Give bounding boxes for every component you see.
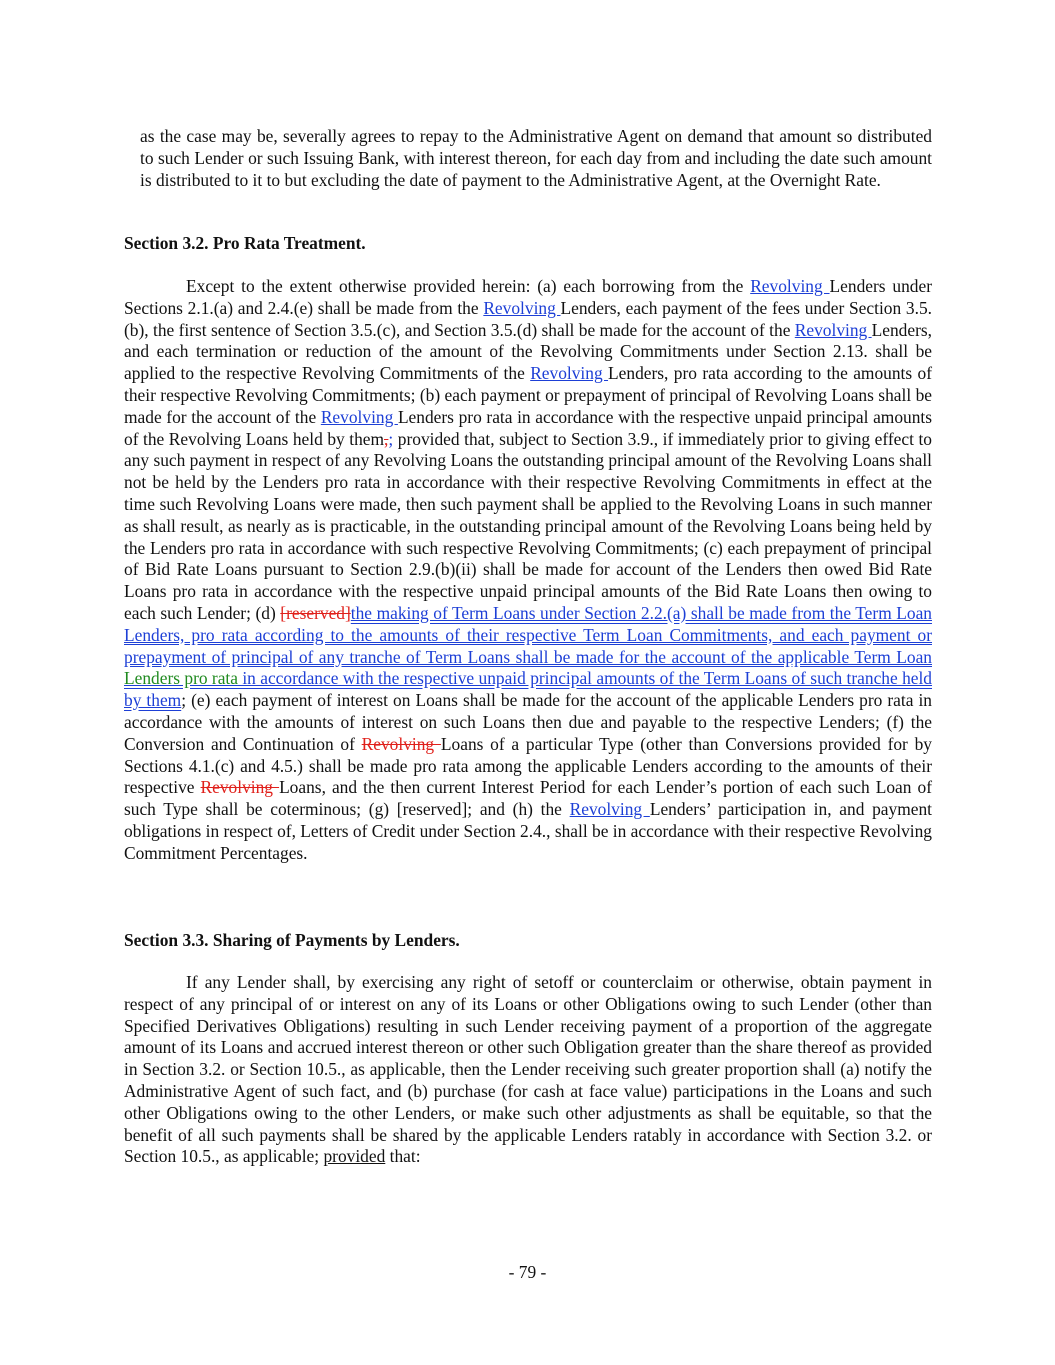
- inserted-text: Revolving: [794, 319, 872, 340]
- text-run: Lenders under Sections 2.1.(a) and 2.4.(e) shall be made from the: [124, 276, 932, 318]
- section-3-2-paragraph: [124, 276, 932, 865]
- deleted-text: Revolving: [361, 733, 441, 754]
- text-run: Except to the extent otherwise provided herein: (a) each borrowing from the: [186, 276, 751, 296]
- text-run: provided that, subject to Section 3.9., if immediately prior to giving effect to any such payment in respect of any Revolving Loans the outstanding principal amount of the Revolving Loans shall not be held by the Lenders pro rata in accordance with their respective Revolving Commitments in effect at the time such Revolving Loans were made, then such payment shall be applied to the Revolving Loans in such manner as shall result, as nearly as is practicable, in the outstanding principal amount of the Revolving Loans being held by the Lenders pro rata in accordance with such respective Revolving Commitments; (c) each prepayment of principal of Bid Rate Loans pursuant to Section 2.9.(b)(ii) shall be made for account of the Lenders then owed Bid Rate Loans pro rata in accordance with the respective unpaid principal amounts of the Bid Rate Loans then owing to each such Lender; (d): [124, 428, 933, 623]
- deleted-text: [reserved]: [280, 602, 351, 623]
- inserted-text: Revolving: [750, 276, 830, 296]
- text-run: Lenders, and each termination or reduction of the amount of the Revolving Commitments under Section 2.13. shall be applied to the respective Revolving Commitments of the: [124, 319, 932, 384]
- deleted-text: ,: [384, 428, 389, 449]
- inserted-text: Revolving: [530, 363, 609, 384]
- inserted-text: in accordance with the respective unpaid principal amounts of the Term Loans of such tranche held by them: [124, 668, 933, 711]
- inserted-text: ;: [388, 428, 394, 449]
- text-run: If any Lender shall, by exercising any right of setoff or counterclaim or otherwise, obtain payment in respect of any principal of or interest on any of its Loans or other Obligations owing to such Lender (other than Specified Derivatives Obligations) resulting in such Lender receiving payment of a proportion of the aggregate amount of its Loans and accrued interest thereon or other such Obligation greater than the share thereof as provided in Section 3.2. or Section 10.5., as applicable, then the Lender receiving such greater proportion shall (a) notify the Administrative Agent of such fact, and (b) purchase (for cash at face value) participations in the Loans and such other Obligations owing to the other Lenders, or make such other adjustments as shall be equitable, so that the benefit of all such payments shall be shared by the applicable Lenders ratably in accordance with Section 3.2. or Section 10.5., as applicable;: [124, 972, 932, 1167]
- inserted-text: Revolving: [569, 799, 650, 820]
- intro-paragraph: as the case may be, severally agrees to repay to the Administrative Agent on demand that amount so distributed to such Lender or such Issuing Bank, with interest thereon, for each day from and including the date such amount is distributed to it to but excluding the date of payment to the Administrative Agent, at the Overnight Rate.: [140, 126, 932, 190]
- text-run: Lenders’ participation in, and payment obligations in respect of, Letters of Credit under Section 2.4., shall be in accordance with their respective Revolving Commitment Percentages.: [124, 799, 932, 863]
- text-run: that:: [385, 1146, 421, 1167]
- section-3-2-heading: Section 3.2. Pro Rata Treatment.: [124, 233, 366, 253]
- section-3-3-heading: Section 3.3. Sharing of Payments by Lenders.: [124, 930, 460, 950]
- text-run: Loans of a particular Type (other than Conversions provided for by Sections 4.1.(c) and 4.5.) shall be made pro rata among the applicable Lenders according to the amounts of their respective: [124, 733, 932, 798]
- inserted-text: Revolving: [320, 406, 398, 427]
- inserted-text: Revolving: [483, 297, 561, 318]
- page-number: - 79 -: [508, 1262, 547, 1282]
- inserted-text: the making of Term Loans under Section 2.2.(a) shall be made from the Term Loan Lenders, pro rata according to the amounts of their respective Term Loan Commitments, and each payment or prepayment of principal of any tranche of Term Loans shall be made for the account of the applicable Term Loan: [124, 602, 932, 667]
- text-run: Lenders, pro rata according to the amounts of their respective Revolving Commitments; (b) each payment or prepayment of principal of Revolving Loans shall be made for the account of the: [124, 363, 932, 427]
- underlined-term: provided: [323, 1146, 386, 1167]
- moved-text: Lenders pro rata: [124, 668, 238, 689]
- text-run: Lenders pro rata in accordance with the respective unpaid principal amounts of the Revolving Loans held by them: [124, 406, 933, 449]
- text-run: ; (e) each payment of interest on Loans shall be made for the account of the applicable Lenders pro rata in accordance with the amounts of interest on such Loans then due and payable to the respective Lenders; (f) the Conversion and Continuation of: [124, 690, 933, 754]
- text-run: Lenders, each payment of the fees under Section 3.5.(b), the first sentence of Section 3.5.(c), and Section 3.5.(d) shall be made for the account of the: [124, 297, 932, 340]
- section-3-3-paragraph: [124, 972, 932, 1168]
- deleted-text: Revolving: [200, 777, 280, 798]
- text-run: Loans, and the then current Interest Period for each Lender’s portion of each such Loan of such Type shall be coterminous; (g) [reserved]; and (h) the: [124, 777, 932, 820]
